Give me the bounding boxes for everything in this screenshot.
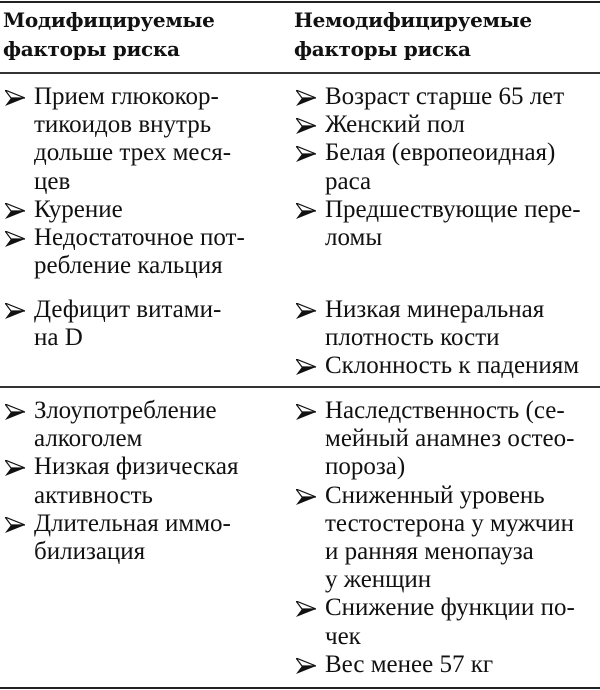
list-item-text: билизация <box>34 538 146 566</box>
arrowhead-bullet-icon <box>5 224 27 252</box>
arrowhead-bullet-icon <box>296 196 318 224</box>
header-modifiable: Модифицируемые факторы риска <box>3 8 215 61</box>
list-item-text: Злоупотребление <box>34 397 217 424</box>
list-item <box>291 139 600 195</box>
list-item-text: Возраст старше 65 лет <box>325 83 565 110</box>
row-3-non-modifiable <box>291 397 600 679</box>
list-item-text: активность <box>34 481 153 509</box>
list-item-text: Дефицит витами- <box>34 296 222 323</box>
list-item <box>0 510 290 566</box>
list-item-text: тикоидов внутрь <box>34 111 212 139</box>
list-item-text: Прием глюкокор- <box>34 83 219 110</box>
arrowhead-bullet-icon <box>296 296 318 324</box>
list-item-text: Длительная иммо- <box>34 509 231 537</box>
list-item-text: Женский пол <box>325 111 465 139</box>
list-item-text: ломы <box>325 224 383 252</box>
row-3-modifiable <box>0 397 290 566</box>
arrowhead-bullet-icon <box>5 196 27 224</box>
list-item <box>0 453 290 509</box>
list-item <box>291 352 600 380</box>
list-item <box>291 651 600 679</box>
list-item <box>291 111 600 139</box>
list-item-text: Наследственность (се- <box>325 397 565 424</box>
arrowhead-bullet-icon <box>296 352 318 380</box>
list-item-text: Вес менее 57 кг <box>325 650 494 678</box>
list-item-text: Недостаточное пот- <box>34 224 245 252</box>
list-item-text: Белая (европеоидная) <box>325 139 556 167</box>
arrowhead-bullet-icon <box>296 397 318 425</box>
header-non-modifiable: Немодифицируемые факторы риска <box>294 8 532 61</box>
table-top-rule <box>0 1 600 3</box>
list-item-text: Низкая физическая <box>34 453 239 481</box>
list-item <box>0 196 290 224</box>
list-item <box>0 296 290 352</box>
list-item <box>291 196 600 252</box>
list-item-text: ребление кальция <box>34 252 223 280</box>
row-2-modifiable <box>0 296 290 352</box>
arrowhead-bullet-icon <box>5 296 27 324</box>
list-item-text: дольше трех меся- <box>34 139 232 167</box>
list-item-text: тестостерона у мужчин <box>325 509 575 537</box>
arrowhead-bullet-icon <box>5 453 27 481</box>
arrowhead-bullet-icon <box>5 397 27 425</box>
list-item-text: пороза) <box>325 453 406 481</box>
table-bottom-rule <box>0 687 600 689</box>
row-1-modifiable <box>0 83 290 280</box>
list-item-text: Склонность к падениям <box>325 352 580 380</box>
arrowhead-bullet-icon <box>296 482 318 510</box>
list-item-text: раса <box>325 167 372 195</box>
list-item-text: чек <box>325 622 361 650</box>
list-item <box>291 594 600 650</box>
arrowhead-bullet-icon <box>296 83 318 111</box>
list-item-text: и ранняя менопауза <box>325 538 534 566</box>
row-rule <box>0 386 600 388</box>
arrowhead-bullet-icon <box>296 139 318 167</box>
arrowhead-bullet-icon <box>5 510 27 538</box>
list-item-text: Низкая минеральная <box>325 296 545 323</box>
list-item-text: мейный анамнез остео- <box>325 425 575 453</box>
list-item-text: цев <box>34 167 71 195</box>
list-item-text: Сниженный уровень <box>325 481 545 509</box>
list-item <box>0 83 290 196</box>
list-item-text: плотность кости <box>325 324 500 352</box>
list-item <box>0 397 290 453</box>
arrowhead-bullet-icon <box>296 111 318 139</box>
row-1-non-modifiable <box>291 83 600 252</box>
list-item-text: у женщин <box>325 566 432 594</box>
list-item <box>0 224 290 280</box>
list-item-text: Курение <box>34 195 123 223</box>
list-item-text: Снижение функции по- <box>325 594 575 622</box>
list-item-text: на D <box>34 324 83 352</box>
list-item <box>291 296 600 352</box>
list-item-text: Предшествующие пере- <box>325 195 581 223</box>
arrowhead-bullet-icon <box>296 651 318 679</box>
arrowhead-bullet-icon <box>296 594 318 622</box>
list-item <box>291 397 600 482</box>
arrowhead-bullet-icon <box>5 83 27 111</box>
list-item <box>291 83 600 111</box>
header-rule <box>0 72 600 74</box>
list-item-text: алкоголем <box>34 425 143 453</box>
row-2-non-modifiable <box>291 296 600 381</box>
list-item <box>291 482 600 595</box>
